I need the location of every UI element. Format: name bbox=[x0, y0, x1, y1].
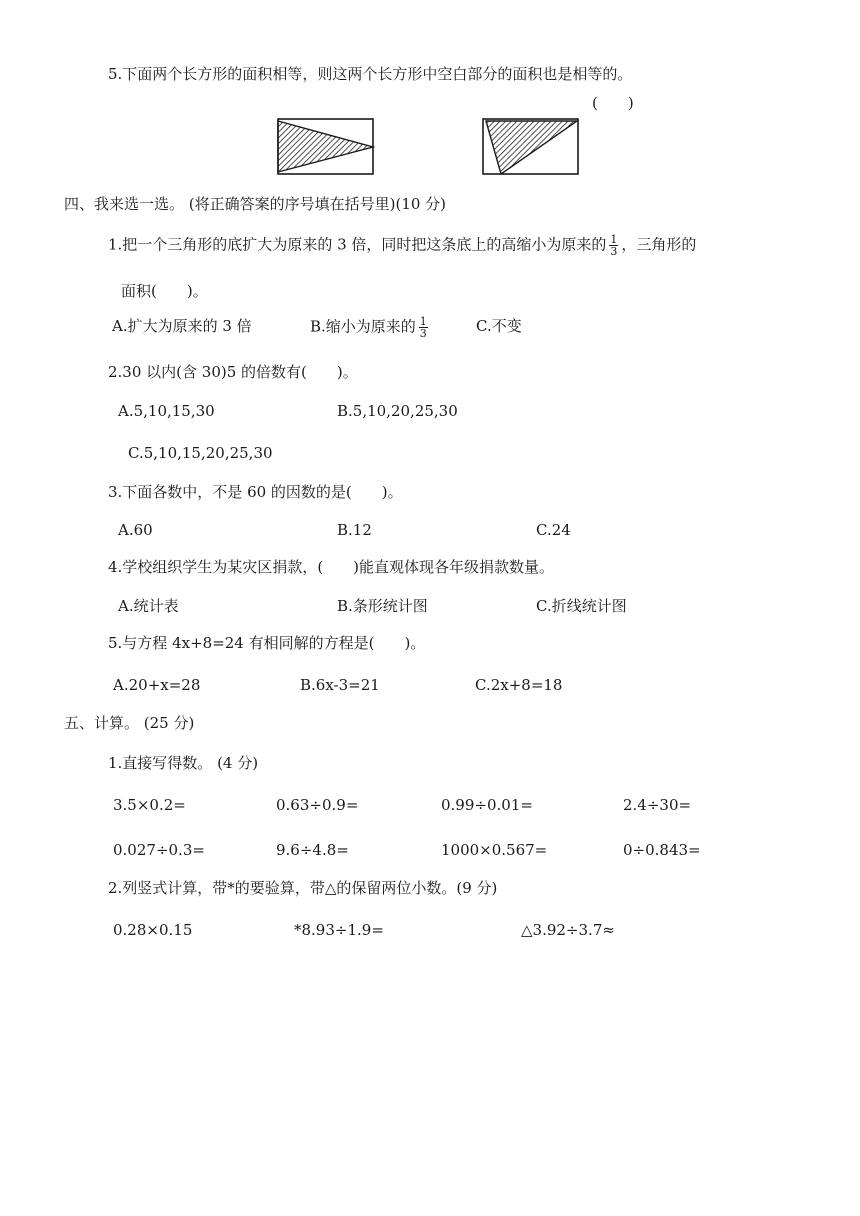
section-5-heading: 五、计算。 (25 分) bbox=[64, 714, 195, 732]
s5-part2-title: 2.列竖式计算，带*的要验算，带△的保留两位小数。(9 分) bbox=[108, 879, 498, 897]
s4-q1-line2: 面积( )。 bbox=[121, 282, 208, 300]
s4-q5-option-c[interactable]: C.2x+8=18 bbox=[475, 676, 563, 694]
calc-item: 2.4÷30= bbox=[623, 796, 692, 814]
calc-item: 0.63÷0.9= bbox=[276, 796, 359, 814]
s4-q4-option-a[interactable]: A.统计表 bbox=[118, 597, 179, 615]
calc-item: 3.5×0.2= bbox=[113, 796, 186, 814]
question-5-text: 5.下面两个长方形的面积相等，则这两个长方形中空白部分的面积也是相等的。 bbox=[108, 65, 633, 83]
s4-q4-stem: 4.学校组织学生为某灾区捐款，( )能直观体现各年级捐款数量。 bbox=[108, 558, 555, 576]
calc-item: 9.6÷4.8= bbox=[276, 841, 349, 859]
s4-q3-stem: 3.下面各数中，不是 60 的因数的是( )。 bbox=[108, 483, 403, 501]
s4-q2-option-c[interactable]: C.5,10,15,20,25,30 bbox=[128, 444, 273, 462]
s4-q3-option-a[interactable]: A.60 bbox=[118, 521, 153, 539]
calc-item: 1000×0.567= bbox=[441, 841, 548, 859]
s5-part1-title: 1.直接写得数。 (4 分) bbox=[108, 754, 259, 772]
s4-q5-option-a[interactable]: A.20+x=28 bbox=[113, 676, 201, 694]
vertical-calc-item: *8.93÷1.9= bbox=[294, 921, 384, 939]
section-4-heading: 四、我来选一选。 (将正确答案的序号填在括号里)(10 分) bbox=[64, 195, 447, 213]
s4-q3-option-c[interactable]: C.24 bbox=[536, 521, 571, 539]
s4-q5-option-b[interactable]: B.6x-3=21 bbox=[300, 676, 380, 694]
s4-q1-option-c[interactable]: C.不变 bbox=[476, 317, 522, 335]
s4-q4-option-b[interactable]: B.条形统计图 bbox=[337, 597, 428, 615]
calc-item: 0.027÷0.3= bbox=[113, 841, 205, 859]
fraction-one-third-b: $\frac{1}{3}$ bbox=[419, 315, 427, 340]
vertical-calc-item: 0.28×0.15 bbox=[113, 921, 193, 939]
answer-paren[interactable]: ( ) bbox=[592, 94, 634, 112]
rectangle-figure-1 bbox=[276, 117, 376, 177]
s4-q4-option-c[interactable]: C.折线统计图 bbox=[536, 597, 627, 615]
calc-item: 0÷0.843= bbox=[623, 841, 701, 859]
vertical-calc-item: △3.92÷3.7≈ bbox=[521, 921, 615, 939]
calc-item: 0.99÷0.01= bbox=[441, 796, 533, 814]
s4-q1-option-a[interactable]: A.扩大为原来的 3 倍 bbox=[112, 317, 252, 335]
s4-q2-option-b[interactable]: B.5,10,20,25,30 bbox=[337, 402, 458, 420]
fraction-one-third: $\frac{1}{3}$ bbox=[610, 233, 618, 258]
s4-q5-stem: 5.与方程 4x+8=24 有相同解的方程是( )。 bbox=[108, 634, 426, 652]
s4-q1-line1: 1.把一个三角形的底扩大为原来的 3 倍，同时把这条底上的高缩小为原来的 $\frac{1}{3}$ ，三角形的 bbox=[108, 233, 697, 258]
s4-q2-stem: 2.30 以内(含 30)5 的倍数有( )。 bbox=[108, 363, 358, 381]
s4-q2-option-a[interactable]: A.5,10,15,30 bbox=[118, 402, 215, 420]
s4-q3-option-b[interactable]: B.12 bbox=[337, 521, 372, 539]
s4-q1-option-b[interactable]: B.缩小为原来的 $\frac{1}{3}$ bbox=[310, 315, 427, 340]
rectangle-figure-2 bbox=[481, 117, 581, 177]
